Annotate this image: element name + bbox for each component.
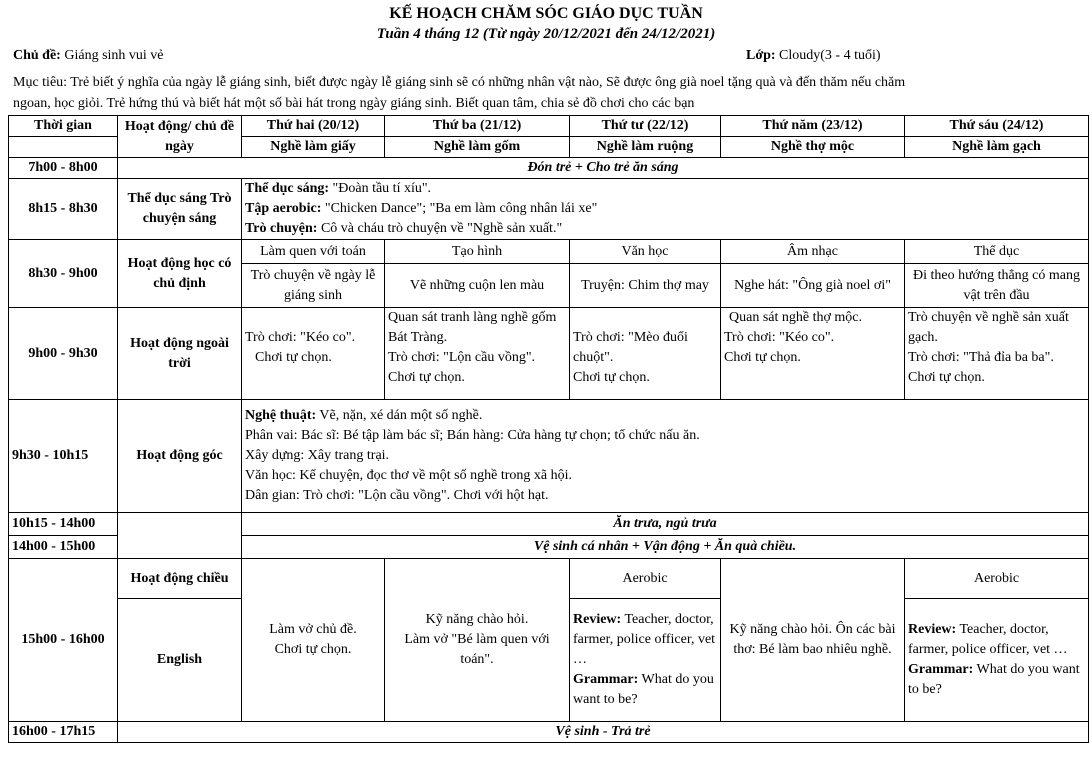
- lesson-mon: Trò chuyện về ngày lễ giáng sinh: [242, 264, 385, 308]
- theme-thu: Nghề thợ mộc: [721, 137, 905, 158]
- grammar-label: Grammar:: [573, 672, 639, 687]
- grammar-label: Grammar:: [908, 662, 974, 677]
- grammar-text: What do you want to be?: [908, 662, 1080, 697]
- review-line: [573, 610, 717, 670]
- talk-text: Cô và cháu trò chuyện về "Nghề sản xuất.": [317, 221, 563, 236]
- aerobic-text: "Chicken Dance"; "Ba em làm công nhân lái xe": [321, 201, 598, 216]
- subject-fri: Thể dục: [905, 240, 1089, 264]
- time-cell: 9h30 - 10h15: [9, 400, 118, 513]
- afternoon-line: Chơi tự chọn.: [274, 642, 352, 657]
- corner-label: Nghệ thuật:: [245, 408, 317, 423]
- time-cell: 16h00 - 17h15: [9, 722, 118, 743]
- topic-value: Giáng sinh vui vẻ: [64, 48, 164, 63]
- english-wed: [570, 599, 721, 722]
- corner-line: Văn học: Kể chuyện, đọc thơ về một số nghề trong xã hội.: [245, 468, 572, 483]
- outdoor-line: Quan sát nghề thợ mộc.: [729, 310, 862, 325]
- activity-cell: Hoạt động ngoài trời: [118, 308, 242, 400]
- goal: [13, 72, 1083, 114]
- blank-cell: [118, 536, 242, 559]
- outdoor-line: Chơi tự chọn.: [255, 350, 332, 365]
- subject-mon: Làm quen với toán: [242, 240, 385, 264]
- afternoon-line: Kỹ năng chào hỏi. Ôn các bài thơ: Bé làm bao nhiêu nghề.: [729, 622, 896, 657]
- talk-label: Trò chuyện:: [245, 221, 318, 236]
- exercise-label: Thể dục sáng:: [245, 181, 330, 196]
- aerobic-label: Tập aerobic:: [245, 201, 322, 216]
- review-text: Teacher, doctor, farmer, police officer, vet …: [573, 612, 716, 667]
- subject-thu: Âm nhạc: [721, 240, 905, 264]
- outdoor-line: Trò chơi: "Mèo đuổi chuột".: [573, 330, 688, 365]
- review-label: Review:: [573, 612, 622, 627]
- time-cell: 14h00 - 15h00: [9, 536, 118, 559]
- aerobic-wed: Aerobic: [570, 559, 721, 599]
- exercise-line: [245, 179, 1085, 199]
- header-time: Thời gian: [9, 116, 118, 137]
- aerobic-line: [245, 199, 1085, 219]
- outdoor-line: Chơi tự chọn.: [724, 350, 801, 365]
- afternoon-tue: [385, 559, 570, 722]
- outdoor-line: Chơi tự chọn.: [388, 370, 465, 385]
- schedule-table: [8, 115, 1089, 743]
- outdoor-line: Trò chơi: "Thả đỉa ba ba".: [908, 350, 1054, 365]
- class-value: Cloudy(3 - 4 tuổi): [779, 48, 881, 63]
- row-arrival: Đón trẻ + Cho trẻ ăn sáng: [118, 158, 1089, 179]
- theme-tue: Nghề làm gốm: [385, 137, 570, 158]
- outdoor-line: Trò chơi: "Lộn cầu vồng".: [388, 350, 536, 365]
- row-afternoon-snack: Vệ sinh cá nhân + Vận động + Ăn quà chiều.: [242, 536, 1089, 559]
- lesson-tue: Vẽ những cuộn len màu: [385, 264, 570, 308]
- outdoor-tue: [385, 308, 570, 400]
- corner-text: Vẽ, nặn, xé dán một số nghề.: [316, 408, 483, 423]
- exercise-text: "Đoàn tầu tí xíu".: [329, 181, 432, 196]
- goal-line-1: Mục tiêu: Trẻ biết ý nghĩa của ngày lễ giáng sinh, biết được ngày lễ giáng sinh sẽ có những nhân vật nào, Sẽ được ông già noel tặng quà và đến thăm nếu chăm: [13, 75, 906, 90]
- day-fri: Thứ sáu (24/12): [905, 116, 1089, 137]
- outdoor-fri: [905, 308, 1089, 400]
- day-mon: Thứ hai (20/12): [242, 116, 385, 137]
- activity-cell: Hoạt động học có chủ định: [118, 240, 242, 308]
- day-wed: Thứ tư (22/12): [570, 116, 721, 137]
- activity-cell: Hoạt động góc: [118, 400, 242, 513]
- page-subtitle: Tuần 4 tháng 12 (Từ ngày 20/12/2021 đến 24/12/2021): [376, 26, 716, 42]
- activity-cell-afternoon: Hoạt động chiều: [118, 559, 242, 599]
- subject-wed: Văn học: [570, 240, 721, 264]
- lesson-thu: Nghe hát: "Ông già noel ơi": [721, 264, 905, 308]
- afternoon-line: Làm vở "Bé làm quen với toán".: [404, 632, 550, 667]
- aerobic-fri: Aerobic: [905, 559, 1089, 599]
- outdoor-line: Quan sát tranh làng nghề gốm Bát Tràng.: [388, 310, 557, 345]
- afternoon-thu: [721, 559, 905, 722]
- day-tue: Thứ ba (21/12): [385, 116, 570, 137]
- outdoor-line: Trò chuyện về nghề sản xuất gạch.: [908, 310, 1069, 345]
- goal-line-2: ngoan, học giỏi. Trẻ hứng thú và biết hát một số bài hát trong ngày giáng sinh. Biết quan tâm, chia sẻ đồ chơi cho các bạn: [13, 96, 695, 111]
- lesson-wed: Truyện: Chim thợ may: [570, 264, 721, 308]
- lesson-fri: Đi theo hướng thẳng có mang vật trên đầu: [905, 264, 1089, 308]
- grammar-line: [908, 660, 1085, 700]
- header-time-blank: [9, 137, 118, 158]
- talk-line: [245, 219, 1085, 239]
- class-label: Lớp:: [746, 48, 776, 63]
- outdoor-wed: [570, 308, 721, 400]
- activity-cell: Thể dục sáng Trò chuyện sáng: [118, 179, 242, 240]
- row-lunch: Ăn trưa, ngủ trưa: [242, 513, 1089, 536]
- grammar-line: [573, 670, 717, 710]
- theme-wed: Nghề làm ruộng: [570, 137, 721, 158]
- outdoor-mon: [242, 308, 385, 400]
- corner-line: [245, 406, 1085, 426]
- topic-label: Chủ đề:: [13, 48, 61, 63]
- topic: [13, 48, 164, 64]
- header-activity: Hoạt động/ chủ đề ngày: [118, 116, 242, 158]
- time-cell: 7h00 - 8h00: [9, 158, 118, 179]
- subject-tue: Tạo hình: [385, 240, 570, 264]
- class-info: [746, 48, 881, 64]
- day-thu: Thứ năm (23/12): [721, 116, 905, 137]
- theme-fri: Nghề làm gạch: [905, 137, 1089, 158]
- time-cell: 8h30 - 9h00: [9, 240, 118, 308]
- grammar-text: What do you want to be?: [573, 672, 714, 707]
- theme-mon: Nghề làm giấy: [242, 137, 385, 158]
- corner-line: Phân vai: Bác sĩ: Bé tập làm bác sĩ; Bán hàng: Cửa hàng tự chọn; tổ chức nấu ăn.: [245, 428, 700, 443]
- review-line: [908, 620, 1085, 660]
- outdoor-thu: [721, 308, 905, 400]
- outdoor-line: Trò chơi: "Kéo co".: [724, 330, 835, 345]
- english-fri: [905, 599, 1089, 722]
- time-cell: 9h00 - 9h30: [9, 308, 118, 400]
- activity-cell-english: English: [118, 599, 242, 722]
- outdoor-line: Chơi tự chọn.: [573, 370, 650, 385]
- corner-line: Xây dựng: Xây trang trại.: [245, 448, 390, 463]
- time-cell: 15h00 - 16h00: [9, 559, 118, 722]
- morning-exercise-cell: [242, 179, 1089, 240]
- corner-activity-cell: [242, 400, 1089, 513]
- afternoon-line: Làm vở chủ đề.: [269, 622, 357, 637]
- afternoon-mon: [242, 559, 385, 722]
- corner-line: Dân gian: Trò chơi: "Lộn cầu vồng". Chơi với hột hạt.: [245, 488, 549, 503]
- review-label: Review:: [908, 622, 957, 637]
- time-cell: 8h15 - 8h30: [9, 179, 118, 240]
- page-title: KẾ HOẠCH CHĂM SÓC GIÁO DỤC TUẦN: [389, 5, 703, 22]
- outdoor-line: Trò chơi: "Kéo co".: [245, 330, 356, 345]
- review-text: Teacher, doctor, farmer, police officer, vet …: [908, 622, 1068, 657]
- blank-cell: [118, 513, 242, 536]
- outdoor-line: Chơi tự chọn.: [908, 370, 985, 385]
- afternoon-line: Kỹ năng chào hỏi.: [425, 612, 529, 627]
- row-dismissal: Vệ sinh - Trả trẻ: [118, 722, 1089, 743]
- time-cell: 10h15 - 14h00: [9, 513, 118, 536]
